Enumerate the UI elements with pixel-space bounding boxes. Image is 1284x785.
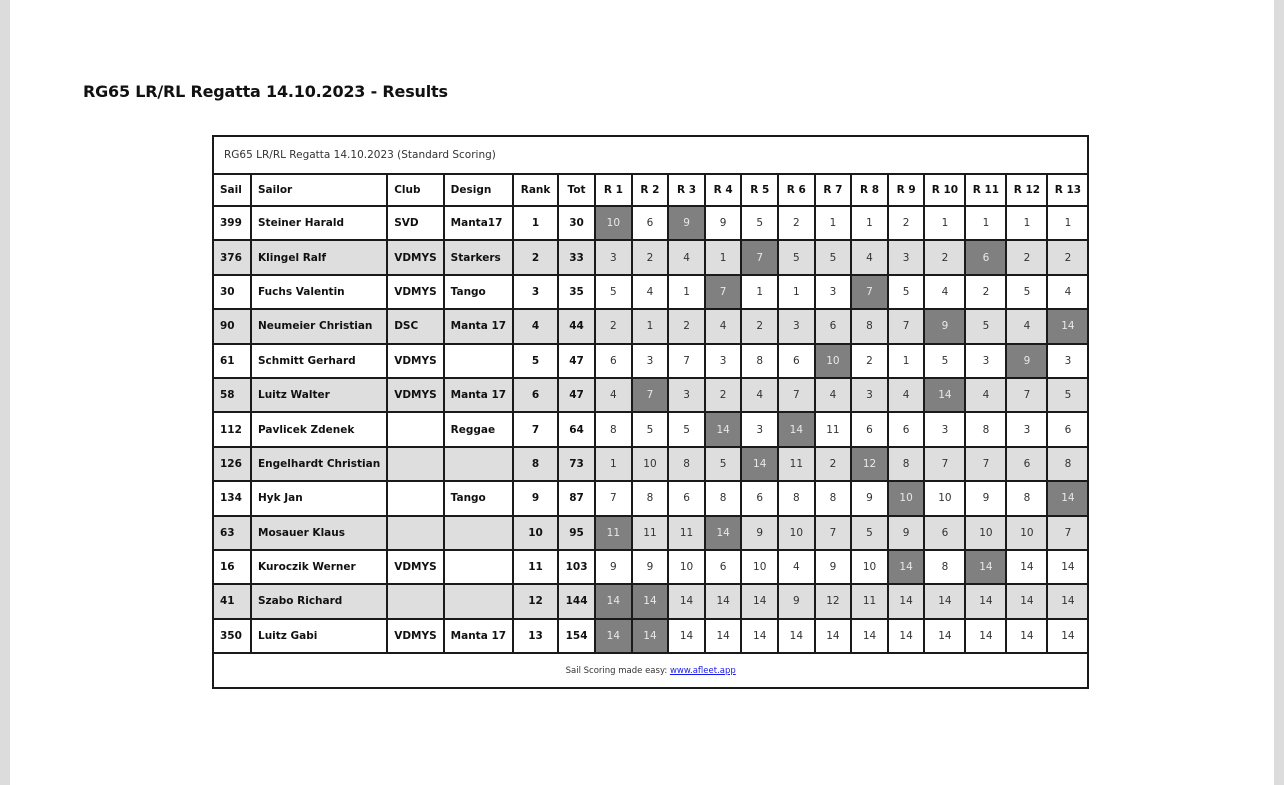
total-cell: 30 bbox=[558, 206, 595, 240]
sail-cell: 112 bbox=[213, 412, 251, 446]
race-score: 14 bbox=[1047, 584, 1088, 618]
table-caption: RG65 LR/RL Regatta 14.10.2023 (Standard Scoring) bbox=[213, 136, 1088, 174]
race-score: 2 bbox=[668, 309, 705, 343]
column-header-r9: R 9 bbox=[888, 174, 925, 206]
race-score: 5 bbox=[595, 275, 632, 309]
column-header-r8: R 8 bbox=[851, 174, 888, 206]
race-score: 4 bbox=[888, 378, 925, 412]
race-score: 4 bbox=[851, 240, 888, 274]
race-score-discarded: 11 bbox=[595, 516, 632, 550]
total-cell: 154 bbox=[558, 619, 595, 653]
sail-cell: 90 bbox=[213, 309, 251, 343]
race-score: 4 bbox=[595, 378, 632, 412]
race-score: 10 bbox=[965, 516, 1006, 550]
race-score: 4 bbox=[632, 275, 669, 309]
total-cell: 103 bbox=[558, 550, 595, 584]
race-score: 3 bbox=[632, 344, 669, 378]
race-score-discarded: 7 bbox=[705, 275, 742, 309]
rank-cell: 9 bbox=[513, 481, 558, 515]
race-score: 10 bbox=[924, 481, 965, 515]
sail-cell: 376 bbox=[213, 240, 251, 274]
race-score: 7 bbox=[924, 447, 965, 481]
race-score: 14 bbox=[1006, 550, 1047, 584]
race-score: 2 bbox=[1047, 240, 1088, 274]
rank-cell: 3 bbox=[513, 275, 558, 309]
race-score: 5 bbox=[888, 275, 925, 309]
race-score: 5 bbox=[741, 206, 778, 240]
column-header-club: Club bbox=[387, 174, 443, 206]
table-row bbox=[213, 378, 1088, 412]
design-cell bbox=[444, 584, 513, 618]
race-score: 9 bbox=[632, 550, 669, 584]
race-score-discarded: 10 bbox=[595, 206, 632, 240]
race-score: 4 bbox=[705, 309, 742, 343]
club-cell bbox=[387, 447, 443, 481]
sail-cell: 16 bbox=[213, 550, 251, 584]
race-score-discarded: 14 bbox=[705, 516, 742, 550]
race-score: 4 bbox=[924, 275, 965, 309]
sailor-cell: Steiner Harald bbox=[251, 206, 387, 240]
race-score: 6 bbox=[705, 550, 742, 584]
race-score: 2 bbox=[924, 240, 965, 274]
rank-cell: 11 bbox=[513, 550, 558, 584]
race-score: 11 bbox=[815, 412, 852, 446]
race-score: 2 bbox=[851, 344, 888, 378]
race-score: 2 bbox=[1006, 240, 1047, 274]
race-score: 7 bbox=[595, 481, 632, 515]
race-score: 14 bbox=[778, 619, 815, 653]
race-score: 9 bbox=[888, 516, 925, 550]
race-score: 10 bbox=[632, 447, 669, 481]
club-cell: VDMYS bbox=[387, 240, 443, 274]
column-header-design: Design bbox=[444, 174, 513, 206]
sailor-cell: Kuroczik Werner bbox=[251, 550, 387, 584]
column-header-r11: R 11 bbox=[965, 174, 1006, 206]
race-score: 3 bbox=[815, 275, 852, 309]
race-score: 8 bbox=[851, 309, 888, 343]
race-score: 3 bbox=[668, 378, 705, 412]
design-cell: Manta 17 bbox=[444, 619, 513, 653]
column-header-r10: R 10 bbox=[924, 174, 965, 206]
race-score: 6 bbox=[851, 412, 888, 446]
race-score: 7 bbox=[778, 378, 815, 412]
total-cell: 47 bbox=[558, 344, 595, 378]
club-cell: VDMYS bbox=[387, 275, 443, 309]
column-header-r13: R 13 bbox=[1047, 174, 1088, 206]
race-score: 1 bbox=[888, 344, 925, 378]
race-score: 3 bbox=[924, 412, 965, 446]
results-body bbox=[213, 206, 1088, 653]
race-score: 8 bbox=[705, 481, 742, 515]
race-score: 14 bbox=[1006, 619, 1047, 653]
rank-cell: 6 bbox=[513, 378, 558, 412]
race-score: 5 bbox=[1006, 275, 1047, 309]
column-header-r6: R 6 bbox=[778, 174, 815, 206]
column-header-r4: R 4 bbox=[705, 174, 742, 206]
race-score: 9 bbox=[705, 206, 742, 240]
table-row bbox=[213, 412, 1088, 446]
race-score: 3 bbox=[888, 240, 925, 274]
total-cell: 44 bbox=[558, 309, 595, 343]
design-cell: Reggae bbox=[444, 412, 513, 446]
race-score-discarded: 14 bbox=[1047, 481, 1088, 515]
race-score: 2 bbox=[741, 309, 778, 343]
race-score: 14 bbox=[888, 619, 925, 653]
table-row bbox=[213, 516, 1088, 550]
table-row bbox=[213, 550, 1088, 584]
race-score: 5 bbox=[815, 240, 852, 274]
race-score-discarded: 12 bbox=[851, 447, 888, 481]
design-cell bbox=[444, 447, 513, 481]
race-score: 2 bbox=[705, 378, 742, 412]
column-header-r12: R 12 bbox=[1006, 174, 1047, 206]
column-header-sailor: Sailor bbox=[251, 174, 387, 206]
total-cell: 35 bbox=[558, 275, 595, 309]
race-score: 14 bbox=[705, 584, 742, 618]
total-cell: 73 bbox=[558, 447, 595, 481]
race-score: 6 bbox=[1047, 412, 1088, 446]
club-cell: DSC bbox=[387, 309, 443, 343]
race-score: 6 bbox=[1006, 447, 1047, 481]
race-score: 11 bbox=[778, 447, 815, 481]
race-score-discarded: 14 bbox=[778, 412, 815, 446]
race-score: 10 bbox=[778, 516, 815, 550]
column-header-r3: R 3 bbox=[668, 174, 705, 206]
sailor-cell: Engelhardt Christian bbox=[251, 447, 387, 481]
race-score: 14 bbox=[924, 619, 965, 653]
club-cell bbox=[387, 516, 443, 550]
column-header-r7: R 7 bbox=[815, 174, 852, 206]
race-score: 3 bbox=[595, 240, 632, 274]
race-score: 4 bbox=[778, 550, 815, 584]
design-cell bbox=[444, 344, 513, 378]
race-score: 14 bbox=[1047, 619, 1088, 653]
table-footer bbox=[213, 653, 1088, 688]
sailor-cell: Luitz Walter bbox=[251, 378, 387, 412]
sailor-cell: Luitz Gabi bbox=[251, 619, 387, 653]
race-score: 2 bbox=[778, 206, 815, 240]
sail-cell: 58 bbox=[213, 378, 251, 412]
race-score: 6 bbox=[815, 309, 852, 343]
race-score: 1 bbox=[815, 206, 852, 240]
race-score: 1 bbox=[668, 275, 705, 309]
race-score: 1 bbox=[965, 206, 1006, 240]
race-score: 10 bbox=[1006, 516, 1047, 550]
race-score: 14 bbox=[741, 619, 778, 653]
design-cell: Tango bbox=[444, 481, 513, 515]
race-score: 1 bbox=[924, 206, 965, 240]
race-score: 6 bbox=[778, 344, 815, 378]
sailor-cell: Schmitt Gerhard bbox=[251, 344, 387, 378]
race-score: 1 bbox=[595, 447, 632, 481]
race-score: 9 bbox=[851, 481, 888, 515]
race-score: 3 bbox=[1006, 412, 1047, 446]
column-header-rank: Rank bbox=[513, 174, 558, 206]
column-header-r1: R 1 bbox=[595, 174, 632, 206]
race-score: 9 bbox=[815, 550, 852, 584]
race-score-discarded: 10 bbox=[815, 344, 852, 378]
race-score: 4 bbox=[965, 378, 1006, 412]
race-score: 9 bbox=[778, 584, 815, 618]
sail-cell: 61 bbox=[213, 344, 251, 378]
race-score-discarded: 14 bbox=[705, 412, 742, 446]
race-score: 5 bbox=[1047, 378, 1088, 412]
race-score-discarded: 7 bbox=[632, 378, 669, 412]
total-cell: 95 bbox=[558, 516, 595, 550]
race-score: 9 bbox=[741, 516, 778, 550]
race-score: 5 bbox=[924, 344, 965, 378]
race-score: 10 bbox=[668, 550, 705, 584]
race-score-discarded: 14 bbox=[1047, 309, 1088, 343]
race-score: 14 bbox=[705, 619, 742, 653]
race-score: 14 bbox=[1006, 584, 1047, 618]
design-cell: Tango bbox=[444, 275, 513, 309]
race-score: 11 bbox=[851, 584, 888, 618]
club-cell bbox=[387, 481, 443, 515]
race-score: 3 bbox=[1047, 344, 1088, 378]
race-score: 3 bbox=[851, 378, 888, 412]
column-header-r5: R 5 bbox=[741, 174, 778, 206]
race-score-discarded: 14 bbox=[632, 584, 669, 618]
race-score: 1 bbox=[851, 206, 888, 240]
race-score: 5 bbox=[632, 412, 669, 446]
race-score-discarded: 7 bbox=[851, 275, 888, 309]
total-cell: 144 bbox=[558, 584, 595, 618]
club-cell: VDMYS bbox=[387, 550, 443, 584]
race-score: 14 bbox=[741, 584, 778, 618]
sail-cell: 399 bbox=[213, 206, 251, 240]
rank-cell: 2 bbox=[513, 240, 558, 274]
sail-cell: 30 bbox=[213, 275, 251, 309]
race-score: 6 bbox=[924, 516, 965, 550]
race-score: 7 bbox=[1006, 378, 1047, 412]
race-score: 9 bbox=[595, 550, 632, 584]
race-score: 8 bbox=[668, 447, 705, 481]
race-score: 8 bbox=[888, 447, 925, 481]
sail-cell: 41 bbox=[213, 584, 251, 618]
race-score: 2 bbox=[595, 309, 632, 343]
race-score-discarded: 9 bbox=[1006, 344, 1047, 378]
race-score-discarded: 7 bbox=[741, 240, 778, 274]
sailor-cell: Hyk Jan bbox=[251, 481, 387, 515]
race-score: 4 bbox=[668, 240, 705, 274]
race-score: 14 bbox=[888, 584, 925, 618]
race-score-discarded: 14 bbox=[924, 378, 965, 412]
rank-cell: 12 bbox=[513, 584, 558, 618]
race-score: 8 bbox=[595, 412, 632, 446]
race-score: 7 bbox=[888, 309, 925, 343]
sailor-cell: Mosauer Klaus bbox=[251, 516, 387, 550]
sailor-cell: Szabo Richard bbox=[251, 584, 387, 618]
race-score: 1 bbox=[1047, 206, 1088, 240]
total-cell: 33 bbox=[558, 240, 595, 274]
race-score: 1 bbox=[632, 309, 669, 343]
footer-text: Sail Scoring made easy: bbox=[565, 665, 670, 676]
race-score: 5 bbox=[668, 412, 705, 446]
race-score: 5 bbox=[851, 516, 888, 550]
results-table bbox=[212, 135, 1089, 689]
race-score: 14 bbox=[965, 619, 1006, 653]
race-score: 6 bbox=[595, 344, 632, 378]
race-score: 6 bbox=[741, 481, 778, 515]
table-row bbox=[213, 344, 1088, 378]
club-cell: VDMYS bbox=[387, 344, 443, 378]
column-header-r2: R 2 bbox=[632, 174, 669, 206]
table-row bbox=[213, 481, 1088, 515]
race-score-discarded: 14 bbox=[595, 584, 632, 618]
design-cell bbox=[444, 516, 513, 550]
table-row bbox=[213, 240, 1088, 274]
race-score: 8 bbox=[1006, 481, 1047, 515]
race-score: 3 bbox=[705, 344, 742, 378]
sailor-cell: Pavlicek Zdenek bbox=[251, 412, 387, 446]
column-header-tot: Tot bbox=[558, 174, 595, 206]
rank-cell: 13 bbox=[513, 619, 558, 653]
design-cell: Manta17 bbox=[444, 206, 513, 240]
race-score: 4 bbox=[1006, 309, 1047, 343]
race-score: 14 bbox=[668, 619, 705, 653]
race-score: 5 bbox=[965, 309, 1006, 343]
race-score-discarded: 9 bbox=[668, 206, 705, 240]
design-cell bbox=[444, 550, 513, 584]
race-score: 10 bbox=[851, 550, 888, 584]
race-score-discarded: 9 bbox=[924, 309, 965, 343]
race-score: 1 bbox=[741, 275, 778, 309]
race-score: 14 bbox=[965, 584, 1006, 618]
race-score-discarded: 6 bbox=[965, 240, 1006, 274]
club-cell bbox=[387, 412, 443, 446]
total-cell: 87 bbox=[558, 481, 595, 515]
race-score-discarded: 14 bbox=[741, 447, 778, 481]
table-row bbox=[213, 584, 1088, 618]
table-header-row bbox=[213, 174, 1088, 206]
race-score: 12 bbox=[815, 584, 852, 618]
race-score: 2 bbox=[632, 240, 669, 274]
race-score: 1 bbox=[1006, 206, 1047, 240]
race-score: 6 bbox=[888, 412, 925, 446]
race-score: 5 bbox=[705, 447, 742, 481]
race-score: 11 bbox=[632, 516, 669, 550]
race-score-discarded: 14 bbox=[595, 619, 632, 653]
race-score: 10 bbox=[741, 550, 778, 584]
rank-cell: 8 bbox=[513, 447, 558, 481]
race-score: 8 bbox=[741, 344, 778, 378]
sail-cell: 126 bbox=[213, 447, 251, 481]
sail-cell: 63 bbox=[213, 516, 251, 550]
sailor-cell: Neumeier Christian bbox=[251, 309, 387, 343]
race-score: 2 bbox=[888, 206, 925, 240]
race-score: 1 bbox=[778, 275, 815, 309]
race-score: 3 bbox=[741, 412, 778, 446]
race-score-discarded: 10 bbox=[888, 481, 925, 515]
race-score: 9 bbox=[965, 481, 1006, 515]
afleet-link[interactable]: www.afleet.app bbox=[669, 665, 736, 676]
race-score: 8 bbox=[632, 481, 669, 515]
design-cell: Manta 17 bbox=[444, 309, 513, 343]
race-score-discarded: 14 bbox=[965, 550, 1006, 584]
club-cell bbox=[387, 584, 443, 618]
race-score: 1 bbox=[705, 240, 742, 274]
column-header-sail: Sail bbox=[213, 174, 251, 206]
race-score: 14 bbox=[851, 619, 888, 653]
table-row bbox=[213, 309, 1088, 343]
rank-cell: 5 bbox=[513, 344, 558, 378]
race-score: 8 bbox=[778, 481, 815, 515]
rank-cell: 1 bbox=[513, 206, 558, 240]
race-score: 2 bbox=[815, 447, 852, 481]
race-score: 14 bbox=[668, 584, 705, 618]
race-score: 7 bbox=[1047, 516, 1088, 550]
rank-cell: 7 bbox=[513, 412, 558, 446]
race-score: 3 bbox=[965, 344, 1006, 378]
table-row bbox=[213, 619, 1088, 653]
race-score: 6 bbox=[668, 481, 705, 515]
race-score: 11 bbox=[668, 516, 705, 550]
race-score: 8 bbox=[815, 481, 852, 515]
total-cell: 47 bbox=[558, 378, 595, 412]
race-score: 4 bbox=[1047, 275, 1088, 309]
page-title: RG65 LR/RL Regatta 14.10.2023 - Results bbox=[83, 82, 448, 101]
total-cell: 64 bbox=[558, 412, 595, 446]
sailor-cell: Klingel Ralf bbox=[251, 240, 387, 274]
race-score: 5 bbox=[778, 240, 815, 274]
race-score: 3 bbox=[778, 309, 815, 343]
race-score: 14 bbox=[924, 584, 965, 618]
race-score: 14 bbox=[815, 619, 852, 653]
race-score: 2 bbox=[965, 275, 1006, 309]
race-score: 8 bbox=[924, 550, 965, 584]
sailor-cell: Fuchs Valentin bbox=[251, 275, 387, 309]
race-score-discarded: 14 bbox=[632, 619, 669, 653]
club-cell: VDMYS bbox=[387, 378, 443, 412]
race-score: 8 bbox=[965, 412, 1006, 446]
race-score: 7 bbox=[668, 344, 705, 378]
race-score: 4 bbox=[815, 378, 852, 412]
design-cell: Manta 17 bbox=[444, 378, 513, 412]
rank-cell: 10 bbox=[513, 516, 558, 550]
race-score: 6 bbox=[632, 206, 669, 240]
race-score: 8 bbox=[1047, 447, 1088, 481]
club-cell: SVD bbox=[387, 206, 443, 240]
sail-cell: 350 bbox=[213, 619, 251, 653]
table-row bbox=[213, 447, 1088, 481]
rank-cell: 4 bbox=[513, 309, 558, 343]
race-score-discarded: 14 bbox=[888, 550, 925, 584]
table-row bbox=[213, 206, 1088, 240]
sail-cell: 134 bbox=[213, 481, 251, 515]
race-score: 7 bbox=[965, 447, 1006, 481]
race-score: 4 bbox=[741, 378, 778, 412]
document-page bbox=[10, 0, 1274, 785]
race-score: 7 bbox=[815, 516, 852, 550]
table-row bbox=[213, 275, 1088, 309]
club-cell: VDMYS bbox=[387, 619, 443, 653]
design-cell: Starkers bbox=[444, 240, 513, 274]
race-score: 14 bbox=[1047, 550, 1088, 584]
